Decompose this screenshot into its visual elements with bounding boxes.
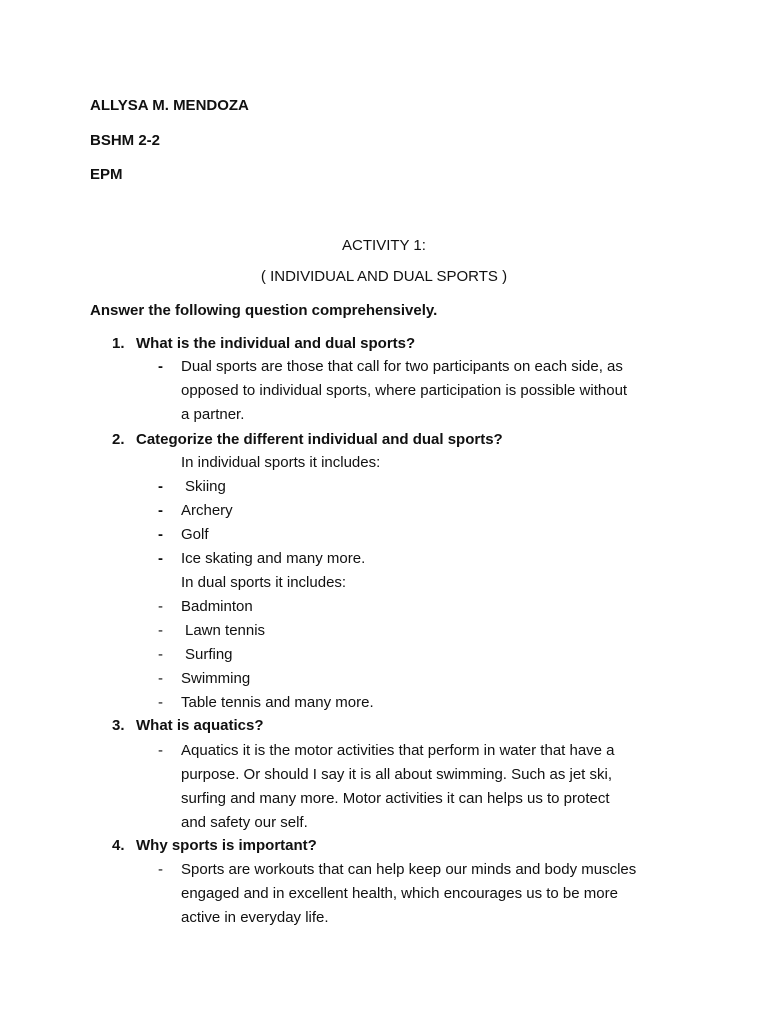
question-text: What is the individual and dual sports? [136, 335, 416, 352]
answer-line: purpose. Or should I say it is all about swimming. Such as jet ski, [181, 766, 613, 783]
question-text: Why sports is important? [136, 837, 317, 854]
bullet-dash: - [158, 622, 163, 639]
bullet-dash: - [158, 598, 163, 615]
list-item: Badminton [181, 598, 253, 615]
question-number: 3. [112, 717, 125, 734]
activity-title: ACTIVITY 1: [342, 237, 426, 254]
student-name: ALLYSA M. MENDOZA [90, 97, 249, 114]
list-item: Archery [181, 502, 233, 519]
dual-sports-intro: In dual sports it includes: [181, 574, 347, 591]
answer-paragraph [181, 355, 681, 427]
question-number: 1. [112, 335, 125, 352]
student-section: BSHM 2-2 [90, 132, 161, 149]
answer-line: active in everyday life. [181, 909, 329, 926]
answer-line: opposed to individual sports, where participation is possible without [181, 382, 628, 399]
answer-line: Dual sports are those that call for two participants on each side, as [181, 358, 623, 375]
answer-paragraph [181, 739, 681, 835]
answer-line: Aquatics it is the motor activities that perform in water that have a [181, 742, 615, 759]
question-number: 2. [112, 431, 125, 448]
answer-line: Sports are workouts that can help keep our minds and body muscles [181, 861, 637, 878]
answer-paragraph [181, 858, 681, 930]
list-item: Ice skating and many more. [181, 550, 366, 567]
bullet-dash: - [158, 478, 163, 495]
list-item: Golf [181, 526, 209, 543]
answer-line: a partner. [181, 406, 245, 423]
answer-line: and safety our self. [181, 814, 308, 831]
question-text: Categorize the different individual and dual sports? [136, 431, 503, 448]
bullet-dash: - [158, 670, 163, 687]
bullet-dash: - [158, 646, 163, 663]
list-item: Lawn tennis [185, 622, 266, 639]
bullet-dash: - [158, 502, 163, 519]
bullet-dash: - [158, 861, 163, 878]
question-number: 4. [112, 837, 125, 854]
instruction-text: Answer the following question comprehensively. [90, 302, 438, 319]
activity-topic: ( INDIVIDUAL AND DUAL SPORTS ) [260, 268, 508, 285]
individual-sports-intro: In individual sports it includes: [181, 454, 381, 471]
list-item: Surfing [185, 646, 233, 663]
bullet-dash: - [158, 694, 163, 711]
bullet-dash: - [158, 358, 163, 375]
bullet-dash: - [158, 526, 163, 543]
answer-line: engaged and in excellent health, which encourages us to be more [181, 885, 618, 902]
answer-line: surfing and many more. Motor activities it can helps us to protect [181, 790, 610, 807]
list-item: Swimming [181, 670, 251, 687]
list-item: Table tennis and many more. [181, 694, 374, 711]
question-text: What is aquatics? [136, 717, 264, 734]
bullet-dash: - [158, 742, 163, 759]
list-item: Skiing [185, 478, 226, 495]
bullet-dash: - [158, 550, 163, 567]
subject-code: EPM [90, 166, 123, 183]
